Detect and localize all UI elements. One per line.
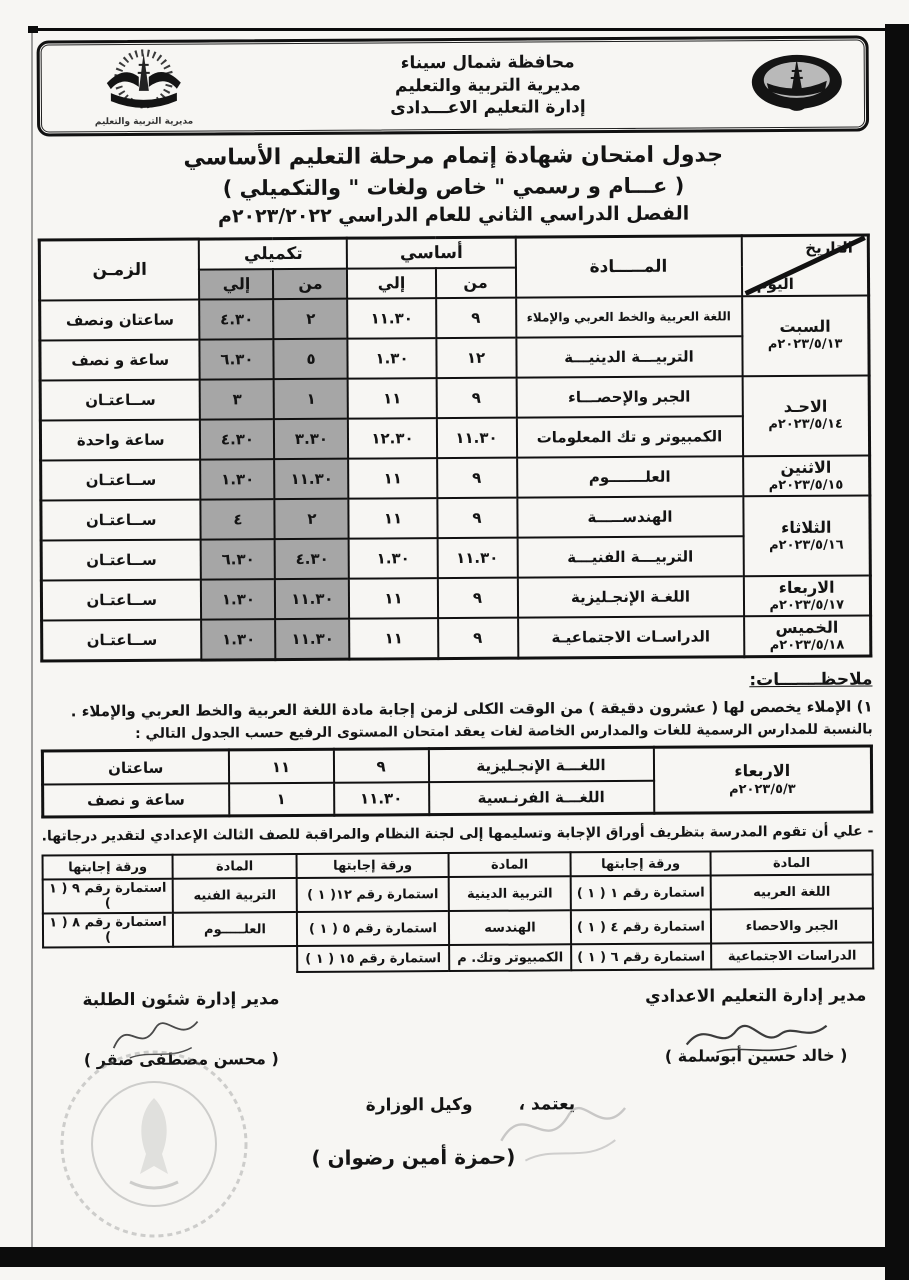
subtitle-track-types: ( عـــام و رسمي " خاص ولغات " والتكميلي ) [222, 173, 685, 201]
answer-sheets-table [42, 850, 875, 975]
supplementary-from-cell: ١١.٣٠ [275, 458, 349, 499]
approval-name: (حمزة أمين رضوان ) [311, 1144, 516, 1171]
org-line-directorate: مديرية التربية والتعليم [394, 74, 581, 96]
day-date: ٢٠٢٣/٥/١٣م [767, 337, 843, 353]
sheet-subject-cell: العلـــــوم [173, 912, 297, 947]
scan-edge-top [30, 28, 886, 31]
sheet-subject-cell: اللغة العربيه [711, 875, 873, 910]
directorate-emblem-icon [54, 48, 234, 127]
notes-section [40, 668, 872, 746]
subject-cell: اللغة العربية والخط العربي والإملاء [516, 296, 742, 337]
duration-cell: ســاعتـان [40, 379, 200, 420]
supplementary-to-cell: ١.٣٠ [201, 579, 275, 620]
answer-sheet-row [43, 875, 873, 914]
basic-to-cell: ١١ [348, 378, 436, 419]
day-date-cell [742, 375, 869, 456]
basic-from-header: من [435, 267, 515, 297]
day-name: الاربعاء [734, 760, 791, 781]
sheet-subject-header: المادة [449, 853, 571, 878]
duration-cell: ساعة و نصف [40, 339, 200, 380]
day-date-cell [743, 495, 870, 576]
subject-cell: الكمبيوتر و تك المعلومات [516, 416, 742, 457]
scan-edge-bottom [0, 1247, 886, 1267]
day-date: ٢٠٢٣/٥/١٤م [768, 417, 843, 433]
basic-to-cell: ١١ [349, 498, 437, 539]
day-date: ٢٠٢٣/٥/١٥م [768, 477, 844, 493]
subject-cell: اللغـــة الإنجـليزية [428, 748, 653, 782]
exam-table-body [40, 295, 871, 661]
answer-sheet-row [43, 909, 873, 948]
document-content [37, 35, 876, 1171]
sheet-subject-cell: الجبر والاحصاء [711, 909, 873, 944]
basic-from-cell: ٩ [437, 577, 517, 618]
sheet-subject-header: المادة [173, 854, 297, 879]
corner-day-label: اليوم [756, 274, 794, 293]
duration-cell: ساعتان ونصف [40, 299, 200, 340]
day-name: الخميس [775, 617, 839, 638]
day-name: السبت [779, 317, 831, 337]
subject-cell: اللغـــة الفرنـسية [429, 781, 654, 815]
signature-left-name: ( محسن مصطفى صقر ) [83, 1049, 279, 1070]
signature-right-title: مدير إدارة التعليم الاعدادي [645, 985, 867, 1008]
duration-cell: ســاعتـان [41, 539, 201, 580]
document-titles [37, 141, 869, 228]
supplementary-from-cell: ٤.٣٠ [275, 538, 349, 578]
exam-row [41, 495, 870, 540]
supplementary-from-cell: ٢ [274, 298, 348, 338]
day-name: الاحـد [783, 397, 828, 417]
supplementary-to-header: إلي [199, 269, 273, 299]
basic-to-cell: ١١ [350, 618, 438, 659]
letterhead [37, 35, 870, 136]
advanced-level-row [42, 746, 871, 784]
approval-role: وكيل الوزارة [365, 1095, 473, 1116]
advanced-level-day-cell [653, 746, 871, 813]
supplementary-group-header: تكميلي [199, 238, 347, 269]
basic-from-cell: ٩ [437, 497, 517, 537]
empty-cell [43, 946, 297, 974]
basic-from-cell: ٩ [436, 377, 516, 417]
answer-sheet-row [43, 943, 873, 974]
sheet-form-cell: استمارة رقم ١٢( ١ ) [297, 877, 449, 912]
supplementary-to-cell: ٤ [201, 499, 275, 539]
notes-heading: ملاحظـــــــات: [749, 669, 873, 691]
sheet-form-cell: استمارة رقم ١ ( ١ ) [571, 876, 711, 911]
duration-cell: ســاعتـان [41, 459, 201, 500]
day-date-cell [743, 575, 870, 616]
sheet-form-cell: استمارة رقم ١٥ ( ١ ) [297, 945, 449, 972]
sheet-form-cell: استمارة رقم ٤ ( ١ ) [571, 910, 711, 945]
official-stamp-icon [52, 1042, 257, 1247]
org-line-governorate: محافظة شمال سيناء [400, 51, 575, 73]
ministry-emblem-icon [742, 51, 852, 118]
day-date-cell [744, 615, 871, 657]
sheet-form-cell: استمارة رقم ٥ ( ١ ) [297, 911, 449, 946]
duration-cell: ســاعتـان [41, 579, 201, 620]
supplementary-to-cell: ٣ [200, 379, 274, 419]
answer-sheets-table-body [43, 875, 874, 974]
to-cell: ١ [229, 783, 334, 817]
supplementary-from-header: من [273, 268, 347, 298]
sheet-subject-cell: التربية الفنيه [173, 878, 297, 913]
advanced-level-table-body [42, 746, 871, 817]
day-date: ٢٠٢٣/٥/٣م [729, 781, 796, 798]
sheet-subject-cell: التربية الدينية [449, 877, 571, 912]
supplementary-from-cell: ٥ [274, 338, 348, 378]
duration-column-header: الزمـن [39, 239, 199, 300]
exam-schedule-table [38, 233, 873, 662]
sheet-form-header: ورقة إجابتها [571, 852, 711, 877]
duration-cell: ســاعتـان [41, 499, 201, 540]
sheet-subject-header: المادة [711, 851, 873, 876]
duration-cell: ساعة و نصف [43, 783, 229, 817]
supplementary-from-cell: ٢ [275, 498, 349, 538]
subject-cell: التربيـــة الدينيـــة [516, 336, 742, 377]
sheet-form-header: ورقة إجابتها [297, 853, 449, 878]
basic-from-cell: ٩ [438, 618, 518, 659]
scan-edge-left [31, 28, 33, 1248]
supplementary-to-cell: ٤.٣٠ [200, 299, 274, 339]
subject-cell: العلـــــــوم [517, 456, 743, 498]
basic-to-cell: ١١ [349, 578, 437, 619]
note-language-schools: بالنسبة للمدارس الرسمية للغات والمدارس الخاصة لغات يعقد امتحان المستوى الرفيع حسب الجدول التالي : [135, 721, 873, 743]
subtitle-semester: الفصل الدراسي الثاني للعام الدراسي ٢٠٢٣/٢٠٢٢م [217, 202, 690, 228]
supplementary-to-cell: ١.٣٠ [201, 459, 275, 500]
sheet-form-header: ورقة إجابتها [43, 855, 173, 880]
day-date: ٢٠٢٣/٥/١٧م [769, 597, 845, 613]
org-line-administration: إدارة التعليم الاعـــدادى [390, 97, 586, 119]
supplementary-to-cell: ٦.٣٠ [200, 339, 274, 379]
letterhead-text [234, 50, 742, 122]
exam-row [41, 575, 870, 620]
basic-from-cell: ٩ [437, 457, 517, 498]
day-name: الاربعاء [778, 577, 835, 597]
basic-from-cell: ٩ [436, 297, 516, 337]
approval-scribble [485, 1080, 636, 1171]
envelope-note: - علي أن تقوم المدرسة بتظريف أوراق الإجابة وتسليمها إلى لجنة النظام والمراقبة للصف الثالث الإعدادي لتقدير درجاتها. [41, 823, 874, 845]
subject-column-header: المـــــادة [515, 236, 741, 297]
date-day-corner-cell [741, 235, 868, 296]
scan-edge-right [885, 24, 909, 1280]
exam-row [40, 375, 869, 420]
signature-left-title: مدير إدارة شئون الطلبة [82, 989, 280, 1011]
exam-row [40, 295, 869, 340]
supplementary-from-cell: ١ [274, 378, 348, 418]
basic-to-cell: ١١.٣٠ [348, 298, 436, 339]
signature-right-name: ( خالد حسين أبوسلمة ) [664, 1045, 848, 1066]
sheet-subject-cell: الهندسه [449, 911, 571, 946]
subject-cell: التربيـــة الفنيـــة [517, 536, 743, 577]
approval-word: يعتمد ، [518, 1094, 576, 1115]
sheet-form-cell: استمارة رقم ٩ ( ١ ) [43, 879, 173, 914]
basic-from-cell: ١١.٣٠ [437, 537, 517, 577]
basic-to-cell: ١٢.٣٠ [348, 418, 436, 459]
supplementary-to-cell: ٤.٣٠ [200, 419, 274, 459]
supplementary-from-cell: ١١.٣٠ [275, 578, 349, 619]
day-date-cell [743, 455, 870, 496]
subject-cell: اللغـة الإنجـليزية [517, 576, 743, 618]
day-date: ٢٠٢٣/٥/١٦م [769, 537, 844, 553]
exam-row [42, 615, 871, 661]
sheet-subject-cell: الدراسات الاجتماعية [711, 943, 873, 970]
svg-text:مديرية التربية والتعليم: مديرية التربية والتعليم [94, 116, 194, 128]
basic-to-header: إلي [347, 268, 435, 299]
basic-to-cell: ١.٣٠ [349, 538, 437, 579]
scan-edge-corner [28, 26, 38, 33]
subject-cell: الدراسـات الاجتماعيـة [518, 616, 744, 658]
basic-to-cell: ١١ [349, 458, 437, 499]
corner-date-label: التاريخ [805, 238, 853, 257]
basic-from-cell: ١١.٣٠ [436, 417, 516, 457]
from-cell: ٩ [333, 749, 428, 783]
day-date: ٢٠٢٣/٥/١٨م [769, 637, 845, 654]
sheet-form-cell: استمارة رقم ٦ ( ١ ) [571, 944, 711, 971]
duration-cell: ساعة واحدة [40, 419, 200, 460]
supplementary-from-cell: ١١.٣٠ [276, 619, 350, 660]
exam-row [41, 455, 870, 500]
advanced-level-table [41, 745, 873, 819]
subject-cell: الجبر والإحصـــاء [516, 376, 742, 417]
sheet-subject-cell: الكمبيوتر وتك. م [449, 945, 571, 972]
to-cell: ١١ [228, 750, 333, 784]
main-title: جدول امتحان شهادة إتمام مرحلة التعليم الأساسي [183, 142, 724, 171]
basic-group-header: أساسي [347, 237, 515, 268]
duration-cell: ســاعتـان [42, 620, 202, 662]
duration-cell: ساعتان [42, 750, 228, 784]
basic-from-cell: ١٢ [436, 337, 516, 377]
supplementary-from-cell: ٣.٣٠ [274, 418, 348, 458]
subject-cell: الهندســـــة [517, 496, 743, 537]
day-name: الثلاثاء [781, 517, 832, 537]
supplementary-to-cell: ١.٣٠ [202, 619, 276, 660]
day-date-cell [742, 295, 869, 376]
basic-to-cell: ١.٣٠ [348, 338, 436, 379]
note-dictation: ١) الإملاء يخصص لها ( عشرون دقيقة ) من الوقت الكلى لزمن إجابة مادة اللغة العربية والخط العربي والإملاء . [70, 697, 873, 721]
day-name: الاثنين [780, 457, 832, 477]
signature-right-block [645, 986, 867, 1066]
supplementary-to-cell: ٦.٣٠ [201, 539, 275, 579]
from-cell: ١١.٣٠ [334, 782, 429, 816]
sheet-form-cell: استمارة رقم ٨ ( ١ ) [43, 913, 173, 948]
